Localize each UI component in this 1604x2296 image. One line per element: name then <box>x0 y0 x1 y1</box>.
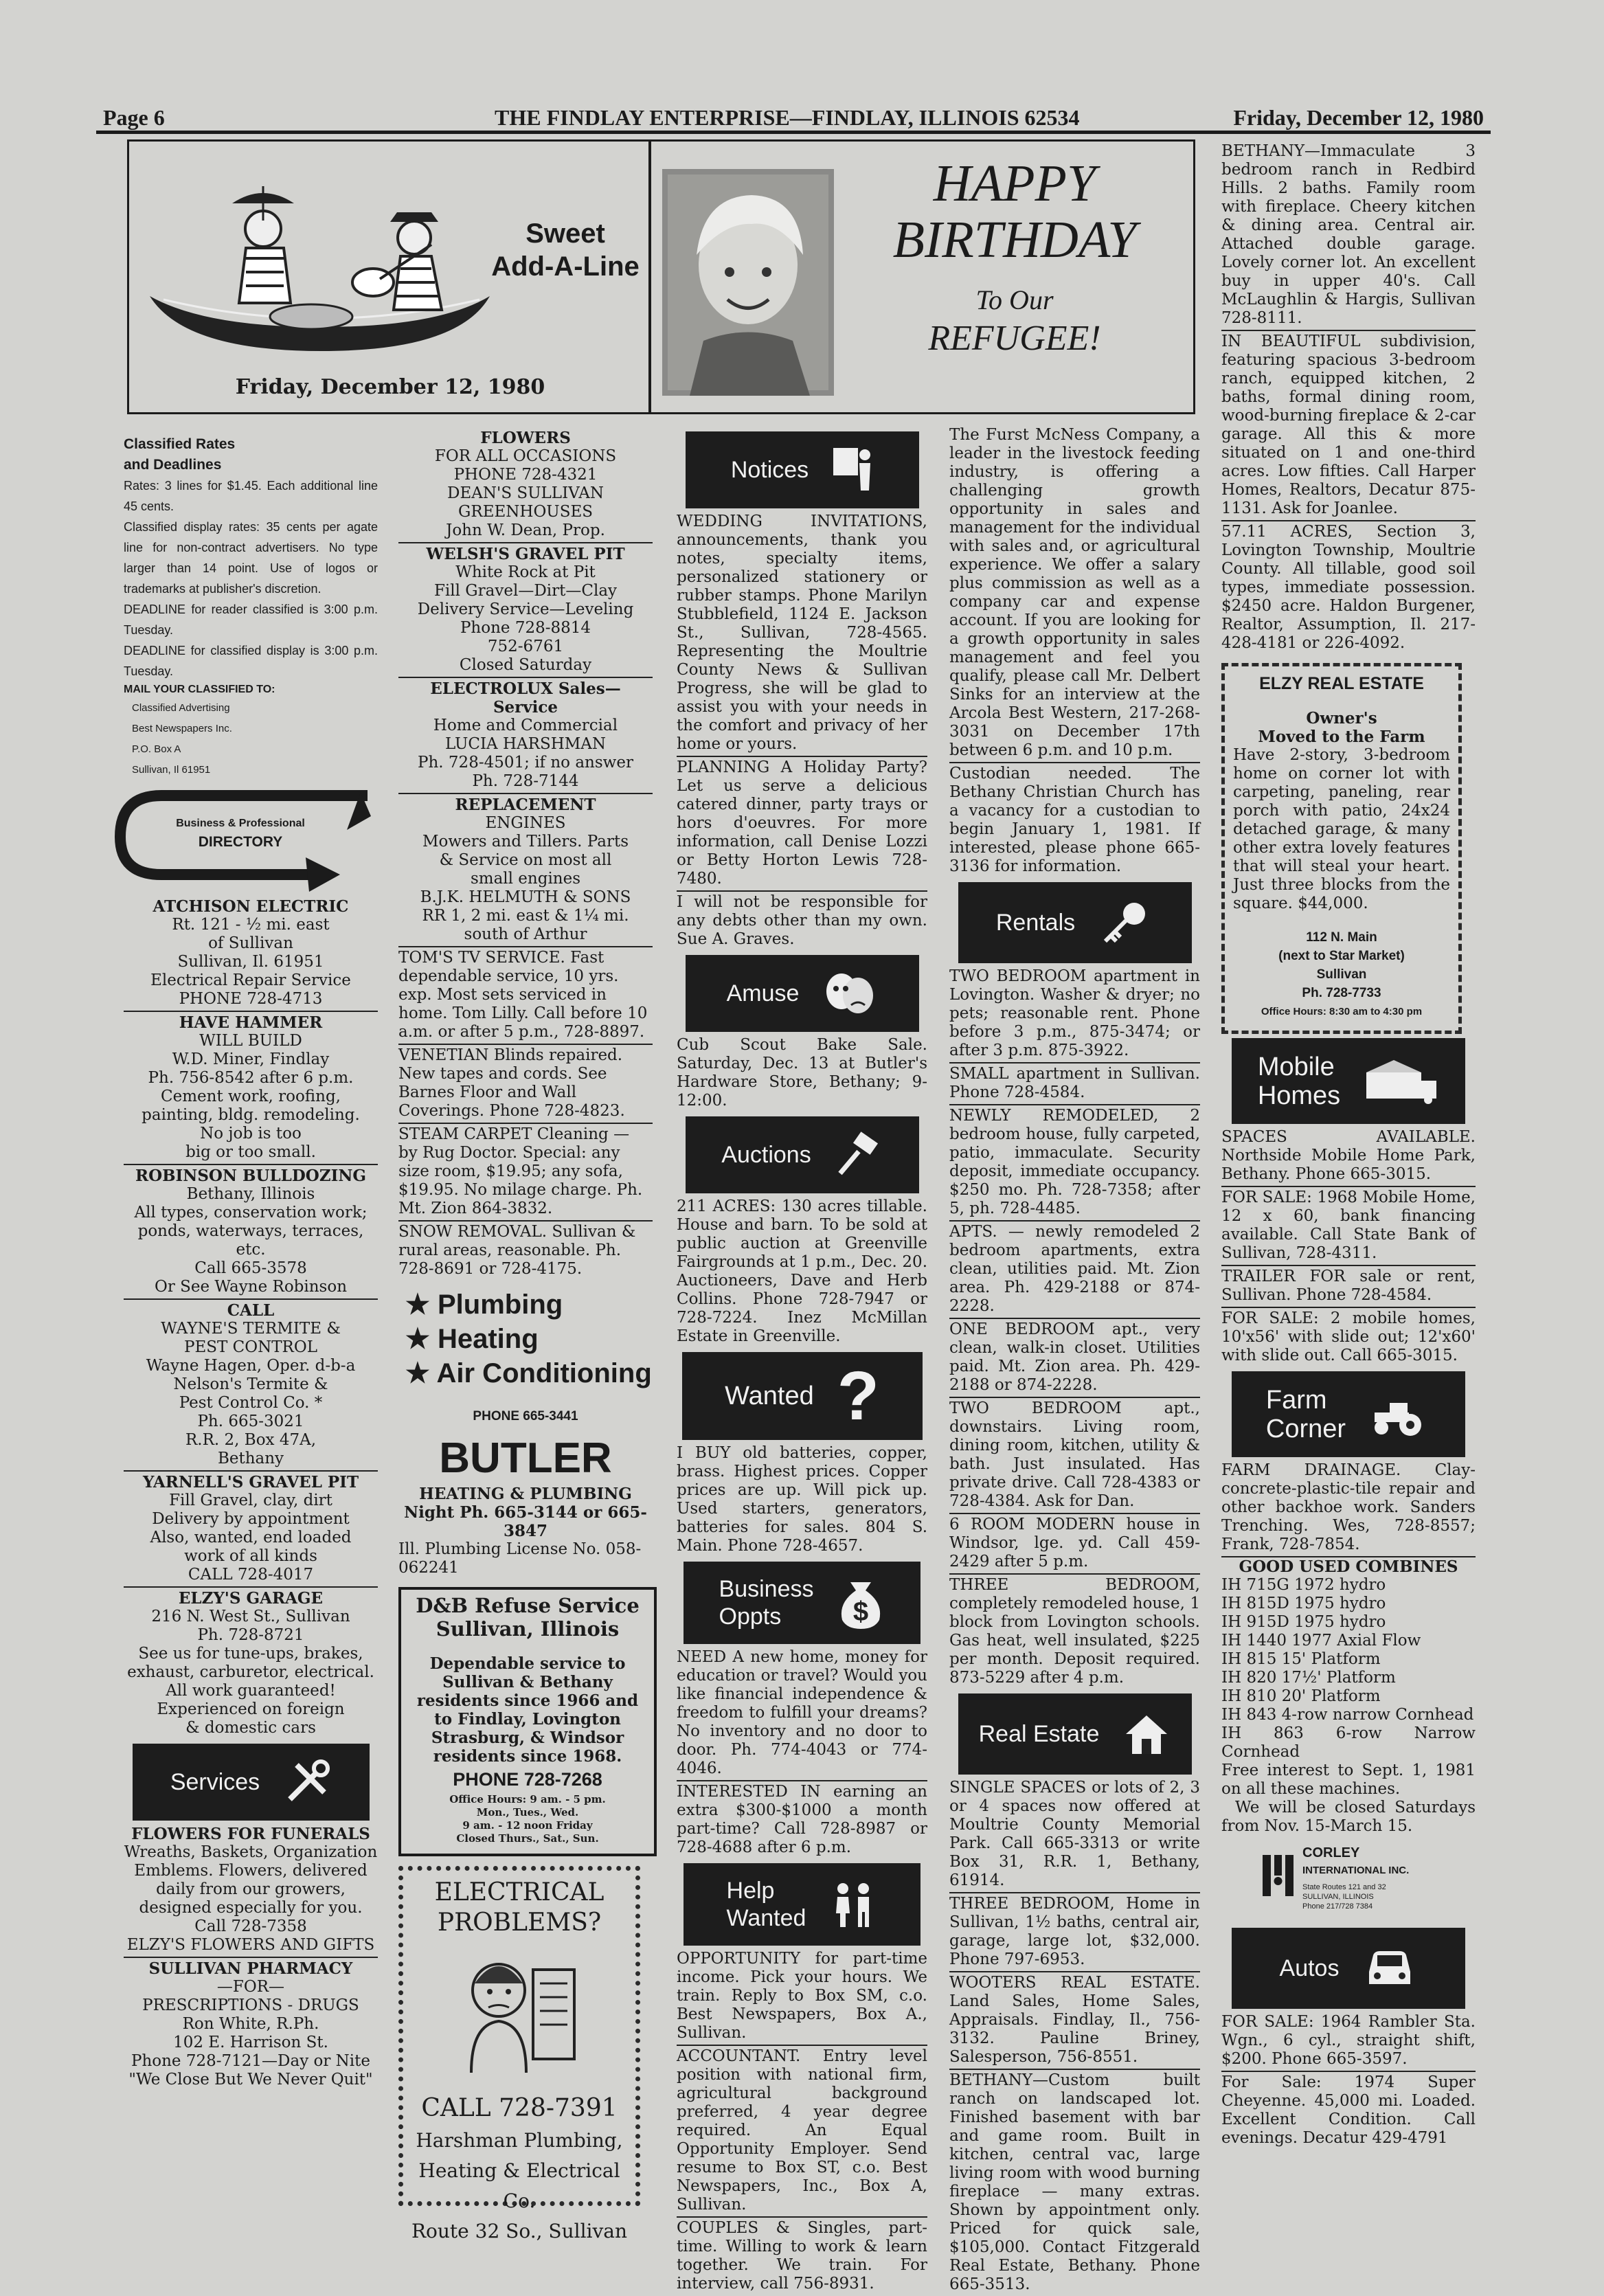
directory-listing-line: 752-6761 <box>487 638 564 655</box>
business-listings <box>398 427 653 946</box>
elzy-title: ELZY REAL ESTATE <box>1259 674 1424 693</box>
directory-listing-line: DEAN'S SULLIVAN <box>447 484 604 502</box>
directory-listing-line: CALL 728-4017 <box>188 1566 314 1584</box>
directory-listing-line: R.R. 2, Box 47A, <box>185 1431 317 1449</box>
mobile-homes-header <box>1232 1038 1465 1124</box>
directory-listing-line: RR 1, 2 mi. east & 1¼ mi. south of Arthur <box>422 907 629 943</box>
mobile-home-ads <box>1221 1127 1476 1367</box>
directory-listing-line: No job is too <box>200 1125 302 1143</box>
directory-listing <box>398 427 653 543</box>
svg-text:$: $ <box>853 1597 869 1627</box>
directory-listing-line: Rt. 121 - ½ mi. east <box>172 916 330 934</box>
sweet-title <box>483 217 648 283</box>
directory-listing <box>124 1588 378 1740</box>
autos-ads <box>1221 2012 1476 2150</box>
butler-service-item <box>405 1287 653 1322</box>
directory-listing-line: GREENHOUSES <box>458 503 593 521</box>
directory-listing-line: Also, wanted, end loaded <box>150 1529 352 1546</box>
tools-icon <box>283 1758 331 1806</box>
directory-listing-line: Ph. 756-8542 after 6 p.m. <box>148 1069 354 1087</box>
directory-listing-line: Or See Wayne Robinson <box>154 1278 348 1296</box>
electrical-line2: Heating & Electrical Co. <box>418 2159 620 2212</box>
classified-ad: 211 ACRES: 130 acres tillable. House and barn. To be sold at public auction at Greenville Fairgrounds at 1 p.m., Dec. 20. Auctioneers, Dave and Herb Collins. Phone 728-7947 or 728-7224. Inez McMillan Estate in Greenville. <box>677 1197 927 1345</box>
classified-ad: For Sale: 1974 Super Cheyenne. 45,000 mi. Loaded. Excellent Condition. Call evenings. Decatur 429-4791 <box>1221 2073 1476 2147</box>
worried-man-illustration <box>451 1942 588 2073</box>
classified-ad: WEDDING INVITATIONS, announcements, thank you notes, specialty items, personalized stationery or rubber stamps. Phone Marilyn Stubblefield, 1124 E. Jackson St., Sullivan, 728-4565. Representing the Moultrie County News & Sullivan Progress, she will be glad to assist you with your needs in the comfort and privacy of her home or yours. <box>677 511 927 757</box>
electrical-call: CALL 728-7391 <box>421 2094 618 2122</box>
butler-service-label: Heating <box>437 1324 539 1354</box>
directory-listing-name: CALL <box>227 1301 275 1320</box>
column-4 <box>949 425 1200 2296</box>
directory-listing-line: & Service on most all <box>439 851 612 869</box>
farm-corner-header <box>1232 1371 1465 1457</box>
directory-listing <box>124 1472 378 1588</box>
directory-listing-line: work of all kinds <box>184 1547 317 1565</box>
refuse-phone: PHONE 728-7268 <box>453 1769 602 1790</box>
directory-listing <box>398 543 653 678</box>
mobile-label1: Mobile <box>1257 1052 1335 1081</box>
help-label1: Help <box>726 1878 775 1904</box>
directory-listing <box>124 1823 378 1958</box>
directory-listing-line: Closed Saturday <box>459 656 592 674</box>
deadline-display: DEADLINE for classified display is 3:00 p.m. Tuesday. <box>124 644 378 678</box>
directory-listings <box>124 896 378 1740</box>
directory-listing-line: Delivery Service—Leveling <box>417 600 634 618</box>
directory-listing-line: Call 728-7358 <box>194 1917 307 1935</box>
combines-ad <box>1221 1556 1476 1924</box>
issue-date: Friday, December 12, 1980 <box>1233 105 1484 130</box>
directory-listing-line: W.D. Miner, Findlay <box>172 1050 330 1068</box>
money-bag-icon <box>837 1575 885 1630</box>
farm-ads <box>1221 1460 1476 1556</box>
real-estate-header <box>958 1693 1192 1775</box>
classified-ad: Custodian needed. The Bethany Christian Church has a vacancy for a custodian to begin January 1, 1981. If interested, please phone 665-3136 for information. <box>949 765 1200 875</box>
ih-logo-icon <box>1263 1855 1294 1896</box>
refuse-hours4: Closed Thurs., Sat., Sun. <box>456 1832 599 1845</box>
directory-listing-line: Phone 728-8814 <box>460 619 591 637</box>
birthday-to-our: To Our <box>975 284 1054 315</box>
farm-label1: Farm <box>1265 1385 1327 1415</box>
classified-ad: NEED A new home, money for education or travel? Would you like financial independence & freedom to fulfill your dreams? No inventory and no door to door. Ph. 774-4043 or 774-4046. <box>677 1647 927 1781</box>
directory-listing <box>398 678 653 794</box>
combine-item: IH 915D 1975 hydro <box>1221 1613 1386 1631</box>
refuse-title2: Sullivan, Illinois <box>436 1617 620 1641</box>
classified-ad: 6 ROOM MODERN house in Windsor, lge. yd. Call 459-2429 after 5 p.m. <box>949 1514 1200 1575</box>
classified-ad: Cub Scout Bake Sale. Saturday, Dec. 13 at Butler's Hardware Store, Bethany; 9-12:00. <box>677 1036 927 1110</box>
child-photo <box>662 169 834 396</box>
classified-ad: INTERESTED IN earning an extra $300-$1000 a month part-time? Call 728-8987 or 728-4688 after 6 p.m. <box>677 1783 927 1856</box>
business-label <box>719 1575 814 1630</box>
directory-listing-line: of Sullivan <box>208 934 293 952</box>
business-label1: Business <box>719 1576 814 1602</box>
masthead <box>96 100 1491 134</box>
directory-listing-line: big or too small. <box>185 1143 316 1161</box>
classified-ad: IN BEAUTIFUL subdivision, featuring spacious 3-bedroom ranch, equipped kitchen, 2 baths, formal dining room, wood-burning fireplace & 2-car garage. All this & more situated on 1 and one-third acres. Low fifties. Call Harper Homes, Realtors, Decatur 875-1131. Ask for Joanlee. <box>1221 331 1476 521</box>
directory-listing-line: Home and Commercial <box>433 717 618 734</box>
electrical-ad <box>398 1866 640 2242</box>
butler-phone: PHONE 665-3441 <box>473 1409 578 1423</box>
sweet-title-line2: Add-A-Line <box>491 251 640 282</box>
refuse-hours2: Mon., Tues., Wed. <box>476 1806 579 1819</box>
notices-ads <box>677 511 927 951</box>
dealer-addr3: Phone 217/728 7384 <box>1302 1902 1373 1911</box>
directory-listing <box>124 1300 378 1472</box>
autos-label: Autos <box>1279 1955 1340 1981</box>
autos-header <box>1232 1928 1465 2009</box>
rentals-header <box>958 882 1192 963</box>
directory-listing-line: FOR ALL OCCASIONS <box>434 447 617 465</box>
butler-service-label: Air Conditioning <box>436 1358 652 1388</box>
help-wanted-ads <box>677 1948 927 2295</box>
directory-listing-line: ENGINES <box>485 814 566 832</box>
services-listings <box>124 1823 378 2091</box>
car-icon <box>1362 1944 1417 1992</box>
classified-ad: THREE BEDROOM, Home in Sullivan, 1½ baths, central air, garage, large lot, $32,000. Phone 797-6953. <box>949 1893 1200 1972</box>
notices-label: Notices <box>730 456 809 483</box>
dealer-addr <box>1302 1882 1386 1911</box>
corley-dealer <box>1221 1841 1476 1924</box>
directory-listing-line: Delivery by appointment <box>152 1510 350 1528</box>
deadline-reader: DEADLINE for reader classified is 3:00 p.m. Tuesday. <box>124 603 378 637</box>
classified-ad: STEAM CARPET Cleaning — by Rug Doctor. Special: any size room, $19.95; any sofa, $19.95. No milage charge. Ph. Mt. Zion 864-3832. <box>398 1124 653 1222</box>
mobile-label2: Homes <box>1257 1081 1341 1110</box>
directory-listing-name: HAVE HAMMER <box>179 1013 323 1032</box>
column-3 <box>677 427 927 2295</box>
auctions-header <box>686 1116 919 1193</box>
classified-ad: TWO BEDROOM apt., downstairs. Living room, dining room, kitchen, utility & bath. Just insulated. Has private drive. Call 728-4383 or 728-4384. Ask for Dan. <box>949 1398 1200 1514</box>
classified-ad: ONE BEDROOM apt., very clean, walk-in closet. Utilities paid. Mt. Zion area. Ph. 429-2188 or 874-2228. <box>949 1319 1200 1398</box>
classified-ad: VENETIAN Blinds repaired. New tapes and cords. See Barnes Floor and Wall Coverings. Phone 728-4823. <box>398 1045 653 1124</box>
directory-listing-line: PRESCRIPTIONS - DRUGS <box>142 1996 359 2014</box>
directory-listing-line: PHONE 728-4713 <box>179 990 323 1008</box>
directory-listing-name: FLOWERS FOR FUNERALS <box>131 1825 370 1843</box>
classified-ad: SNOW REMOVAL. Sullivan & rural areas, reasonable. Ph. 728-8691 or 728-4175. <box>398 1223 636 1278</box>
employment-ads <box>949 425 1200 878</box>
classified-ad: THREE BEDROOM, completely remodeled house, 1 block from Lovington schools. Gas heat, well insulated, $225 per month. Deposit required. 873-5229 after 4 p.m. <box>949 1576 1200 1687</box>
dealer-sub: INTERNATIONAL INC. <box>1302 1865 1410 1876</box>
amuse-label: Amuse <box>726 980 800 1006</box>
elzy-real-estate-ad <box>1221 663 1462 1034</box>
elzy-body: Have 2-story, 3-bedroom home on corner lot with carpeting, paneling, rear porch with patio, 24x24 detached garage, & many other extra lovely features that will steal your heart. Just three blocks from the square. $44,000. <box>1233 746 1450 912</box>
directory-listing-line: All types, conservation work; ponds, waterways, terraces, etc. <box>134 1204 368 1259</box>
directory-listing-name: FLOWERS <box>480 429 571 447</box>
combine-item: IH 843 4-row narrow Cornhead <box>1221 1706 1474 1724</box>
directory-listing-line: Wreaths, Baskets, Organization Emblems. Flowers, delivered daily from our growers, designed especially for you. <box>124 1843 378 1917</box>
combines-note2: We will be closed Saturdays from Nov. 15-March 15. <box>1221 1799 1476 1835</box>
electrical-line3: Route 32 So., Sullivan <box>411 2220 628 2242</box>
electrical-title2: PROBLEMS? <box>437 1909 602 1937</box>
rentals-ads <box>949 966 1200 1689</box>
directory-listing-line: White Rock at Pit <box>455 563 596 581</box>
birthday-birthday: BIRTHDAY <box>892 211 1137 269</box>
business-directory-logo <box>124 789 378 892</box>
directory-listing-name: REPLACEMENT <box>455 796 596 814</box>
classified-ad: 57.11 ACRES, Section 3, Lovington Township, Moultrie County. All tillable, good soil types, immediate possession. $2450 acre. Haldon Burgener, Realtor, Assumption, Il. 217-428-4181 or 226-4092. <box>1221 523 1476 652</box>
combine-item: IH 863 6-row Narrow Cornhead <box>1221 1724 1476 1761</box>
notices-header <box>686 431 919 508</box>
directory-listing-line: Bethany <box>217 1450 284 1467</box>
business-label2: Oppts <box>719 1603 782 1630</box>
auctions-label: Auctions <box>721 1141 811 1168</box>
page-number: Page 6 <box>103 105 165 130</box>
combine-item: IH 820 17½' Platform <box>1221 1669 1396 1687</box>
notice-board-icon <box>832 442 873 497</box>
classified-ad: TOM'S TV SERVICE. Fast dependable service, 10 yrs. exp. Most sets serviced in home. Tom Lilly. Call before 10 a.m. or after 5 p.m., 728-8897. <box>398 947 653 1045</box>
tractor-icon <box>1369 1391 1431 1439</box>
directory-listing-line: 216 N. West St., Sullivan <box>151 1608 350 1625</box>
butler-ad <box>398 1287 653 1577</box>
butler-license: Ill. Plumbing License No. 058-062241 <box>398 1540 642 1577</box>
directory-listing-line: Ph. 728-4501; if no answer <box>418 754 633 772</box>
refuse-hours <box>407 1793 648 1845</box>
classified-ad: COUPLES & Singles, part-time. Willing to work & learn together. We train. For interview, call 756-8931. <box>677 2219 927 2293</box>
addr-line3: P.O. Box A <box>132 743 181 755</box>
elzy-addr3: Sullivan <box>1316 967 1367 982</box>
directory-listing-line: Ph. 665-3021 <box>197 1413 304 1430</box>
classified-ad: The Furst McNess Company, a leader in the livestock feeding industry, is offering a challenging growth opportunity in sales and management for the individual with sales and, or agricultural experience. We offer a salary plus commission as well as a company car and expense account. If you are looking for a growth opportunity in sales management and feel you qualify, please call Mr. Delbert Sinks for an interview at the Arcola Best Western, 217-268-3031 on December 17th between 6 p.m. and 10 p.m. <box>949 425 1200 763</box>
star-icon: ★ <box>405 1324 438 1354</box>
help-label2: Wanted <box>726 1905 806 1931</box>
directory-listing-line: Ph. 728-8721 <box>197 1626 304 1644</box>
classified-rates <box>124 434 378 780</box>
wanted-label: Wanted <box>725 1381 814 1410</box>
directory-listing-name: ELECTROLUX Sales—Service <box>430 679 621 717</box>
directory-listing-line: LUCIA HARSHMAN <box>444 735 607 753</box>
directory-listing-line: Call 665-3578 <box>194 1259 307 1277</box>
rates-text: Rates: 3 lines for $1.45. Each additional line 45 cents. <box>124 479 378 513</box>
classified-ad: SMALL apartment in Sullivan. Phone 728-4584. <box>949 1063 1200 1105</box>
elzy-sub2: Moved to the Farm <box>1258 728 1425 746</box>
directory-listing-line: ELZY'S FLOWERS AND GIFTS <box>126 1936 375 1954</box>
amuse-header <box>686 955 919 1032</box>
dealer-addr2: SULLIVAN, ILLINOIS <box>1302 1893 1374 1901</box>
directory-listing <box>398 794 653 946</box>
directory-listing-line: Ron White, R.Ph. <box>182 2015 319 2033</box>
directory-listing-line: Pest Control Co. * <box>179 1394 323 1412</box>
services-label: Services <box>170 1768 260 1795</box>
house-icon <box>1122 1710 1171 1758</box>
classified-ad: PLANNING A Holiday Party? Let us serve a delicious catered dinner, party trays or hors d'oeuvres. For more information, call Denise Lozzi or Betty Horton Lewis 728-7480. <box>677 757 927 892</box>
column-2 <box>398 427 653 2242</box>
directory-listing-line: PHONE 728-4321 <box>453 466 598 484</box>
question-mark-icon: ? <box>837 1357 879 1434</box>
combines-note: Free interest to Sept. 1, 1981 on all these machines. <box>1221 1762 1476 1798</box>
directory-listing-name: ATCHISON ELECTRIC <box>153 897 349 916</box>
butler-service-item <box>405 1356 653 1391</box>
directory-listing-line: WAYNE'S TERMITE & <box>161 1320 341 1338</box>
classified-ad: FOR SALE: 1968 Mobile Home, 12 x 60, bank financing available. Call State Bank of Sullivan, 728-4311. <box>1221 1187 1476 1266</box>
classified-ad: I will not be responsible for any debts other than my own. Sue A. Graves. <box>677 893 927 948</box>
farm-corner-label <box>1266 1386 1346 1443</box>
wanted-header <box>682 1352 923 1440</box>
classified-ad: FARM DRAINAGE. Clay-concrete-plastic-tile repair and other backhoe work. Sanders Trenching. Wes, 728-8557; Frank, 728-7854. <box>1221 1461 1476 1553</box>
elzy-hours: Office Hours: 8:30 am to 4:30 pm <box>1261 1006 1423 1017</box>
business-ads <box>677 1647 927 1859</box>
directory-listing-line: Sullivan, Il. 61951 <box>177 953 324 971</box>
auctions-ads <box>677 1196 927 1348</box>
directory-listing-name: SULLIVAN PHARMACY <box>148 1959 353 1978</box>
paper-title: THE FINDLAY ENTERPRISE—FINDLAY, ILLINOIS 62534 <box>495 105 1080 130</box>
canoe-couple-illustration <box>143 179 500 365</box>
refuse-ad <box>398 1587 657 1856</box>
refuse-title1: D&B Refuse Service <box>416 1594 640 1617</box>
directory-listing-line: Nelson's Termite & <box>173 1375 328 1393</box>
elzy-sub1: Owner's <box>1306 709 1377 728</box>
combine-item: IH 1440 1977 Axial Flow <box>1221 1632 1421 1650</box>
classified-ad: SPACES AVAILABLE. Northside Mobile Home Park, Bethany. Phone 665-3015. <box>1221 1127 1476 1187</box>
star-icon: ★ <box>405 1290 438 1320</box>
addr-line4: Sullivan, Il 61951 <box>132 764 211 776</box>
directory-listing-line: "We Close But We Never Quit" <box>128 2071 373 2089</box>
classified-ad: ACCOUNTANT. Entry level position with national firm, agricultural background preferred, 4 year degree required. An Equal Opportunity Employer. Send resume to Box ST, c.o. Best Newspapers, Inc., Box A, Sullivan. <box>677 2046 927 2218</box>
rentals-label: Rentals <box>995 909 1076 936</box>
combines-title: GOOD USED COMBINES <box>1239 1557 1458 1576</box>
directory-listing-line: & domestic cars <box>185 1719 316 1737</box>
directory-listing <box>124 896 378 1012</box>
directory-listing-line: Ph. 728-7144 <box>472 772 579 790</box>
butler-services <box>398 1287 653 1391</box>
birthday-refugee: REFUGEE! <box>928 319 1101 358</box>
help-wanted-label <box>727 1877 806 1932</box>
mail-address <box>124 698 378 780</box>
rates-title1: Classified Rates <box>124 436 236 452</box>
classified-ad: SINGLE SPACES or lots of 2, 3 or 4 spaces now offered at Moultrie County Memorial Park. Call 665-3313 or write Box 31, R.R. 1, Bethany, 61914. <box>949 1777 1200 1893</box>
banner-date: Friday, December 12, 1980 <box>235 375 545 399</box>
refuse-body: Dependable service to Sullivan & Bethany residents since 1966 and to Findlay, Lovington Strasburg, & Windsor residents since 1968. <box>416 1654 639 1766</box>
birthday-text <box>839 142 1190 359</box>
directory-listing-line: Electrical Repair Service <box>150 971 351 989</box>
directory-listing-name: ELZY'S GARAGE <box>178 1589 324 1608</box>
classified-ad: WOOTERS REAL ESTATE. Land Sales, Home Sales, Appraisals. Findlay, Il., 756-3132. Pauline Briney, Salesperson, 756-8551. <box>949 1972 1200 2070</box>
directory-listing-line: B.J.K. HELMUTH & SONS <box>420 888 631 906</box>
classified-ad: I BUY old batteries, copper, brass. Highest prices. Copper prices are up. Will pick up. Used starters, generators, batteries for sales. 804 S. Main. Phone 728-4657. <box>677 1444 927 1555</box>
service-ads <box>398 946 653 1281</box>
classified-ad: BETHANY—Custom built ranch on landscaped lot. Finished basement with bar and game room. Built in kitchen, central vac, large living room with wood burning fireplace — many extras. Shown by appointment only. Priced for quick sale, $105,000. Contact Fitzgerald Real Estate, Bethany. Phone 665-3513. <box>949 2071 1200 2293</box>
farm-label2: Corner <box>1265 1414 1346 1443</box>
classified-ad: FOR SALE: 1964 Rambler Sta. Wgn., 6 cyl., straight shift, $200. Phone 665-3597. <box>1221 2012 1476 2072</box>
refuse-hours1: Office Hours: 9 am. - 5 pm. <box>449 1793 606 1805</box>
mail-to: MAIL YOUR CLASSIFIED TO: <box>124 684 275 695</box>
directory-listing-line: Wayne Hagen, Oper. d-b-a <box>146 1357 356 1375</box>
directory-listing <box>124 1958 378 2091</box>
combine-item: IH 715G 1972 hydro <box>1221 1576 1386 1594</box>
elzy-phone: Ph. 728-7733 <box>1302 986 1381 1000</box>
addr-line1: Classified Advertising <box>132 702 230 714</box>
directory-listing-line: Bethany, Illinois <box>186 1185 315 1203</box>
directory-listing-line: Fill Gravel, clay, dirt <box>169 1492 332 1509</box>
combine-item: IH 810 20' Platform <box>1221 1687 1381 1705</box>
directory-listing-line: Experienced on foreign <box>157 1700 345 1718</box>
dealer-name: CORLEY <box>1302 1845 1360 1860</box>
help-wanted-header <box>684 1863 920 1946</box>
directory-listing-line: small engines <box>470 870 581 888</box>
real-estate-label: Real Estate <box>978 1720 1100 1747</box>
directory-listing-name: ROBINSON BULLDOZING <box>135 1167 367 1185</box>
directory-listing-line: See us for tune-ups, brakes, exhaust, carburetor, electrical. <box>127 1645 374 1681</box>
butler-night: Night Ph. 665-3144 or 665-3847 <box>404 1503 647 1540</box>
directory-listing-line: 102 E. Harrison St. <box>173 2034 328 2051</box>
theater-masks-icon <box>822 969 877 1017</box>
services-header <box>133 1744 370 1821</box>
addr-line2: Best Newspapers Inc. <box>132 723 232 734</box>
column-1 <box>124 434 378 2091</box>
star-icon: ★ <box>405 1358 437 1388</box>
directory-listing-line: Fill Gravel—Dirt—Clay <box>433 582 618 600</box>
butler-sub: HEATING & PLUMBING <box>419 1485 632 1503</box>
dealer-addr1: State Routes 121 and 32 <box>1302 1883 1386 1891</box>
key-icon <box>1098 899 1153 947</box>
banner <box>127 139 1195 414</box>
display-rates-text: Classified display rates: 35 cents per agate line for non-contract advertisers. No type larger than 14 point. Use of logos or trademarks at publisher's discretion. <box>124 520 378 596</box>
electrical-line1: Harshman Plumbing, <box>416 2129 623 2152</box>
directory-listing <box>124 1165 378 1300</box>
wanted-ads <box>677 1443 927 1557</box>
directory-listing-line: WILL BUILD <box>199 1032 302 1050</box>
real-estate-ads <box>949 1777 1200 2296</box>
electrical-title1: ELECTRICAL <box>434 1878 605 1906</box>
directory-listing-line: All work guaranteed! <box>166 1682 336 1700</box>
classified-ad: BETHANY—Immaculate 3 bedroom ranch in Redbird Hills. 2 baths. Family room with fireplace. Cheery kitchen & dining area. Central air. Attached double garage. Lovely corner lot. An excellent buy in upper 40's. Call McLaughlin & Hargis, Sullivan 728-8111. <box>1221 141 1476 331</box>
combine-item: IH 815 15' Platform <box>1221 1650 1381 1668</box>
amuse-ads <box>677 1035 927 1112</box>
mobile-homes-label <box>1258 1053 1340 1110</box>
people-icon <box>829 1880 877 1928</box>
classified-ad: OPPORTUNITY for part-time income. Pick your hours. We train. Reply to Box SM, c.o. Best Newspapers, Box A., Sullivan. <box>677 1948 927 2046</box>
birthday-happy: HAPPY <box>933 155 1096 212</box>
directory-listing-line: Phone 728-7121—Day or Nite <box>131 2052 371 2070</box>
classified-ad: TRAILER FOR sale or rent, Sullivan. Phone 728-4584. <box>1221 1266 1476 1308</box>
directory-line1: Business & Professional <box>176 818 305 829</box>
combines-list <box>1221 1576 1476 1762</box>
sweet-add-a-line-panel <box>129 142 651 412</box>
combine-item: IH 815D 1975 hydro <box>1221 1595 1386 1612</box>
birthday-panel <box>654 142 1193 412</box>
directory-listing-line: —FOR— <box>216 1978 285 1996</box>
mobile-home-icon <box>1364 1057 1439 1105</box>
rates-title2: and Deadlines <box>124 457 222 473</box>
butler-name: BUTLER <box>439 1434 612 1482</box>
classified-ad: NEWLY REMODELED, 2 bedroom house, fully carpeted, patio, immaculate. Security deposit, immediate occupancy. $250 mo. Ph. 728-7358; after 5, ph. 728-4485. <box>949 1105 1200 1222</box>
refuse-hours3: 9 am. - 12 noon Friday <box>462 1819 593 1832</box>
directory-listing-line: PEST CONTROL <box>183 1338 318 1356</box>
directory-listing-name: WELSH'S GRAVEL PIT <box>426 545 625 563</box>
directory-listing-line: Cement work, roofing, painting, bldg. remodeling. <box>142 1088 360 1124</box>
sweet-title-line1: Sweet <box>526 218 605 249</box>
directory-listing-line: Mowers and Tillers. Parts <box>422 833 629 851</box>
classified-ad: TWO BEDROOM apartment in Lovington. Washer & dryer; no pets; reasonable rent. Phone before 3 p.m., 875-3474; or after 3 p.m. 875-3922. <box>949 966 1200 1063</box>
real-estate-ads-continued <box>1221 141 1476 655</box>
elzy-addr2: (next to Star Market) <box>1278 949 1405 963</box>
directory-listing-name: YARNELL'S GRAVEL PIT <box>142 1473 359 1492</box>
directory-listing-line: John W. Dean, Prop. <box>446 521 605 539</box>
business-header <box>684 1562 920 1644</box>
gavel-icon <box>835 1131 883 1179</box>
classified-ad: APTS. — newly remodeled 2 bedroom apartments, extra clean, utilities paid. Mt. Zion area. Ph. 429-2188 or 874-2228. <box>949 1222 1200 1319</box>
directory-line2: DIRECTORY <box>198 834 283 850</box>
classified-ad: FOR SALE: 2 mobile homes, 10'x56' with slide out; 12'x60' with slide out. Call 665-3015. <box>1221 1309 1476 1364</box>
column-5 <box>1221 141 1476 2150</box>
butler-service-label: Plumbing <box>437 1290 563 1320</box>
directory-listing <box>124 1012 378 1165</box>
butler-service-item <box>405 1322 653 1356</box>
elzy-addr1: 112 N. Main <box>1306 930 1377 945</box>
